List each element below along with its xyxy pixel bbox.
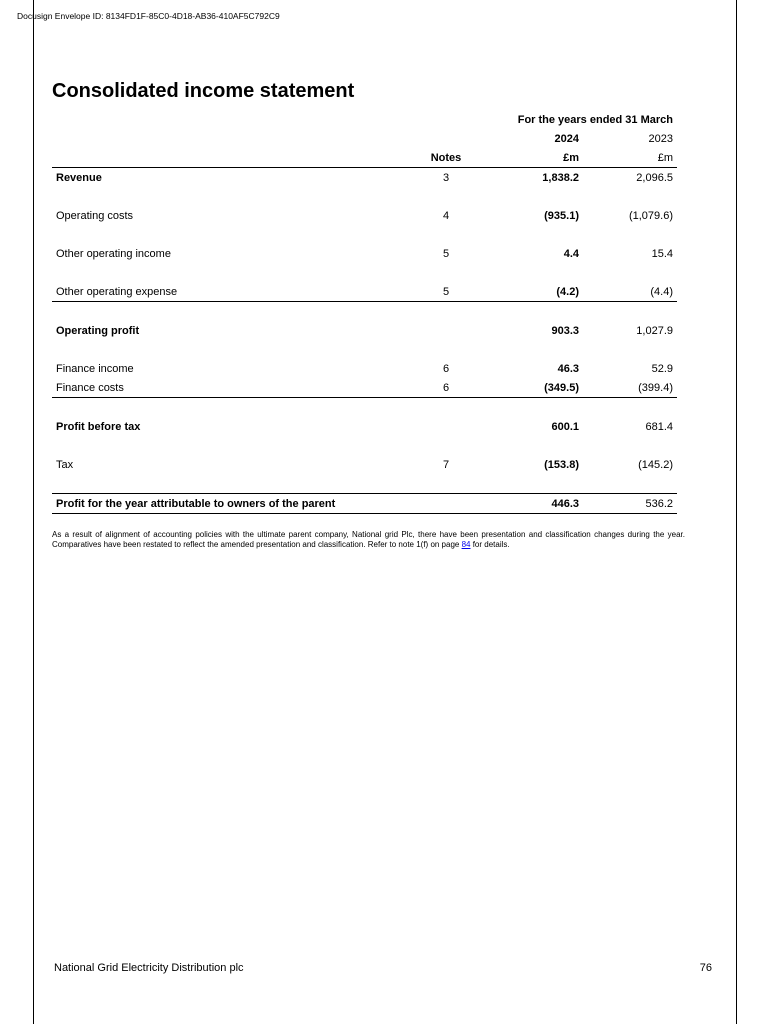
row-label: Operating profit xyxy=(56,324,140,337)
row-label: Tax xyxy=(56,458,74,471)
income-statement-table xyxy=(52,110,677,514)
row-note xyxy=(411,321,481,340)
row-note: 3 xyxy=(411,168,481,188)
row-value-2023: (1,079.6) xyxy=(628,209,673,222)
header-year-row xyxy=(52,129,677,148)
unit-current: £m xyxy=(563,151,579,164)
row-value-2023: (399.4) xyxy=(579,378,677,398)
row-note xyxy=(411,417,481,436)
row-profit-for-year xyxy=(52,494,677,514)
row-label: Other operating expense xyxy=(52,282,411,302)
row-other-operating-income xyxy=(52,244,677,263)
year-current: 2024 xyxy=(554,132,579,145)
row-profit-before-tax xyxy=(52,417,677,436)
footnote-text: As a result of alignment of accounting policies with the ultimate parent company, National grid Plc, there have been presentation and classification changes during the year. Comparatives have been restated to reflect the amended presentation and classification. Refer to note 1(f) on page xyxy=(52,530,685,549)
row-revenue xyxy=(52,168,677,188)
page-number: 76 xyxy=(699,962,712,974)
row-value-2024: (153.8) xyxy=(544,458,579,471)
row-note: 7 xyxy=(442,458,450,471)
row-label: Profit before tax xyxy=(56,420,141,433)
row-value-2023: 681.4 xyxy=(645,420,673,433)
row-label: Finance income xyxy=(56,362,134,375)
row-value-2024: (935.1) xyxy=(544,209,579,222)
row-value-2023: (145.2) xyxy=(638,458,673,471)
footer-company: National Grid Electricity Distribution plc xyxy=(54,962,244,974)
year-prior: 2023 xyxy=(648,132,673,145)
row-value-2023: (4.4) xyxy=(579,282,677,302)
row-value-2023: 2,096.5 xyxy=(579,168,677,188)
row-operating-costs xyxy=(52,206,677,225)
row-other-operating-expense xyxy=(52,282,677,302)
row-value-2023: 15.4 xyxy=(651,247,673,260)
page-link[interactable]: 84 xyxy=(461,540,471,549)
row-value-2024: 46.3 xyxy=(557,362,579,375)
row-note xyxy=(411,494,481,514)
row-finance-income xyxy=(52,359,677,378)
row-finance-costs xyxy=(52,378,677,398)
row-label: Profit for the year attributable to owners of the parent xyxy=(52,494,411,514)
row-value-2024: 903.3 xyxy=(551,324,579,337)
header-unit-row xyxy=(52,148,677,168)
row-value-2023: 52.9 xyxy=(651,362,673,375)
row-value-2024: 600.1 xyxy=(551,420,579,433)
row-value-2024: 1,838.2 xyxy=(481,168,579,188)
row-label: Other operating income xyxy=(56,247,171,260)
row-note: 5 xyxy=(442,247,450,260)
unit-prior: £m xyxy=(657,151,673,164)
row-value-2024: 446.3 xyxy=(481,494,579,514)
row-label: Finance costs xyxy=(52,378,411,398)
row-value-2023: 1,027.9 xyxy=(636,324,673,337)
docusign-envelope-id: Docusign Envelope ID: 8134FD1F-85C0-4D18-AB36-410AF5C792C9 xyxy=(17,11,280,21)
row-note: 6 xyxy=(411,378,481,398)
restatement-footnote xyxy=(52,530,685,550)
notes-heading: Notes xyxy=(430,151,462,164)
row-note: 4 xyxy=(442,209,450,222)
page-title: Consolidated income statement xyxy=(52,80,355,102)
row-note: 6 xyxy=(442,362,450,375)
header-period-row xyxy=(52,110,677,129)
row-tax xyxy=(52,455,677,474)
row-value-2024: (349.5) xyxy=(481,378,579,398)
row-operating-profit xyxy=(52,321,677,340)
row-value-2024: 4.4 xyxy=(563,247,579,260)
row-label: Revenue xyxy=(52,168,411,188)
footnote-text-end: for details. xyxy=(470,540,510,549)
period-heading: For the years ended 31 March xyxy=(517,113,673,126)
row-value-2024: (4.2) xyxy=(481,282,579,302)
row-value-2023: 536.2 xyxy=(579,494,677,514)
row-label: Operating costs xyxy=(56,209,134,222)
row-note: 5 xyxy=(411,282,481,302)
